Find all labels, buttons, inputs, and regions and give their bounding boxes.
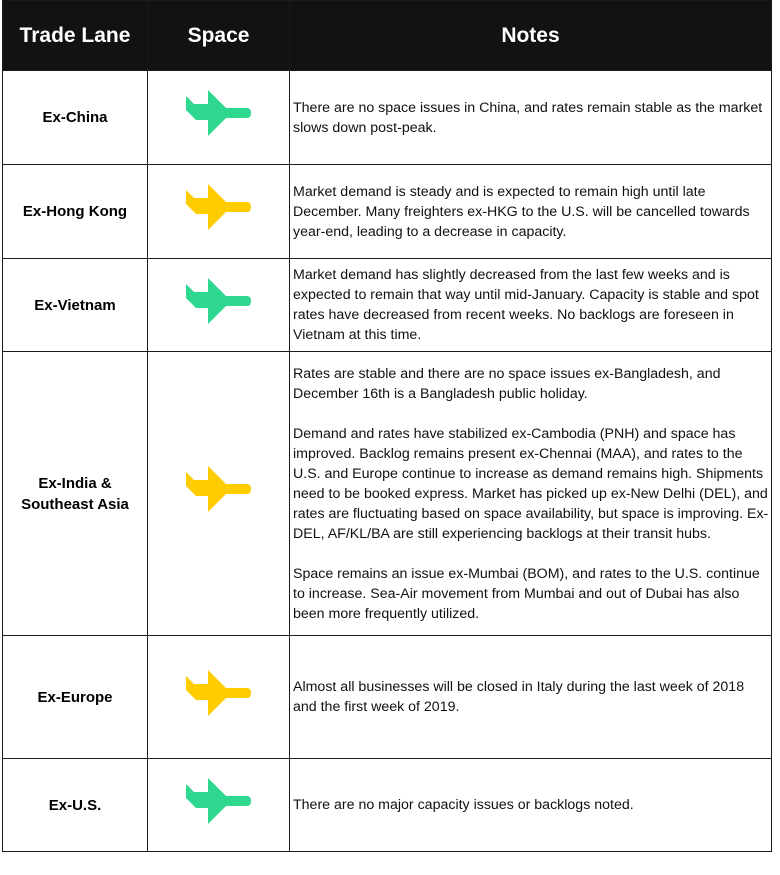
notes-cell bbox=[290, 165, 772, 259]
trade-lane-cell bbox=[3, 352, 148, 636]
note-paragraph: Rates are stable and there are no space issues ex-Bangladesh, and December 16th is a Bangladesh public holiday. bbox=[293, 365, 721, 402]
table-row bbox=[3, 165, 772, 259]
notes-cell bbox=[290, 259, 772, 352]
header-notes: Notes bbox=[290, 1, 772, 71]
note-paragraph: Space remains an issue ex-Mumbai (BOM), and rates to the U.S. continue to increase. Sea-Air movement from Mumbai and out of Dubai has also been more frequently utilized. bbox=[293, 565, 760, 622]
trade-lane-cell: Ex-China bbox=[3, 71, 148, 165]
space-cell bbox=[148, 636, 290, 759]
trade-lane-cell: Ex-Hong Kong bbox=[3, 165, 148, 259]
trade-lane-table bbox=[2, 0, 772, 852]
note-paragraph: There are no space issues in China, and rates remain stable as the market slows down post-peak. bbox=[293, 99, 763, 136]
space-cell bbox=[148, 71, 290, 165]
space-cell bbox=[148, 759, 290, 852]
airplane-icon bbox=[186, 466, 252, 516]
trade-lane-cell: Ex-Europe bbox=[3, 636, 148, 759]
trade-lane-cell: Ex-U.S. bbox=[3, 759, 148, 852]
header-trade-lane: Trade Lane bbox=[3, 1, 148, 71]
airplane-icon bbox=[186, 670, 252, 720]
header-space: Space bbox=[148, 1, 290, 71]
note-paragraph: There are no major capacity issues or backlogs noted. bbox=[293, 797, 634, 813]
airplane-icon bbox=[186, 778, 252, 828]
table-row bbox=[3, 71, 772, 165]
table-row bbox=[3, 636, 772, 759]
table-row bbox=[3, 759, 772, 852]
header-row bbox=[3, 1, 772, 71]
airplane-icon bbox=[186, 184, 252, 234]
trade-lane-label: Ex-India & Southeast Asia bbox=[21, 474, 129, 513]
space-cell bbox=[148, 165, 290, 259]
notes-cell bbox=[290, 636, 772, 759]
table-row bbox=[3, 352, 772, 636]
note-paragraph: Market demand has slightly decreased from the last few weeks and is expected to remain that way until mid-January. Capacity is stable and spot rates have decreased from recent weeks. No backlogs are foreseen in Vietnam at this time. bbox=[293, 267, 759, 343]
notes-cell bbox=[290, 759, 772, 852]
note-paragraph: Market demand is steady and is expected to remain high until late December. Many freighters ex-HKG to the U.S. will be cancelled towards year-end, leading to a decrease in capacity. bbox=[293, 183, 750, 240]
notes-cell bbox=[290, 352, 772, 636]
space-cell bbox=[148, 352, 290, 636]
space-cell bbox=[148, 259, 290, 352]
notes-cell bbox=[290, 71, 772, 165]
note-paragraph: Demand and rates have stabilized ex-Cambodia (PNH) and space has improved. Backlog remains present ex-Chennai (MAA), and rates to the U.S. and Europe continue to increase as demand remains high. Shipments need to be booked express. Market has picked up ex-New Delhi (DEL), and rates are fluctuating based on space availability, but space is improving. Ex-DEL, AF/KL/BA are still experiencing backlogs at their transit hubs. bbox=[293, 425, 769, 542]
table-row bbox=[3, 259, 772, 352]
note-paragraph: Almost all businesses will be closed in Italy during the last week of 2018 and the first week of 2019. bbox=[293, 679, 745, 715]
airplane-icon bbox=[186, 278, 252, 328]
airplane-icon bbox=[186, 90, 252, 140]
trade-lane-cell: Ex-Vietnam bbox=[3, 259, 148, 352]
